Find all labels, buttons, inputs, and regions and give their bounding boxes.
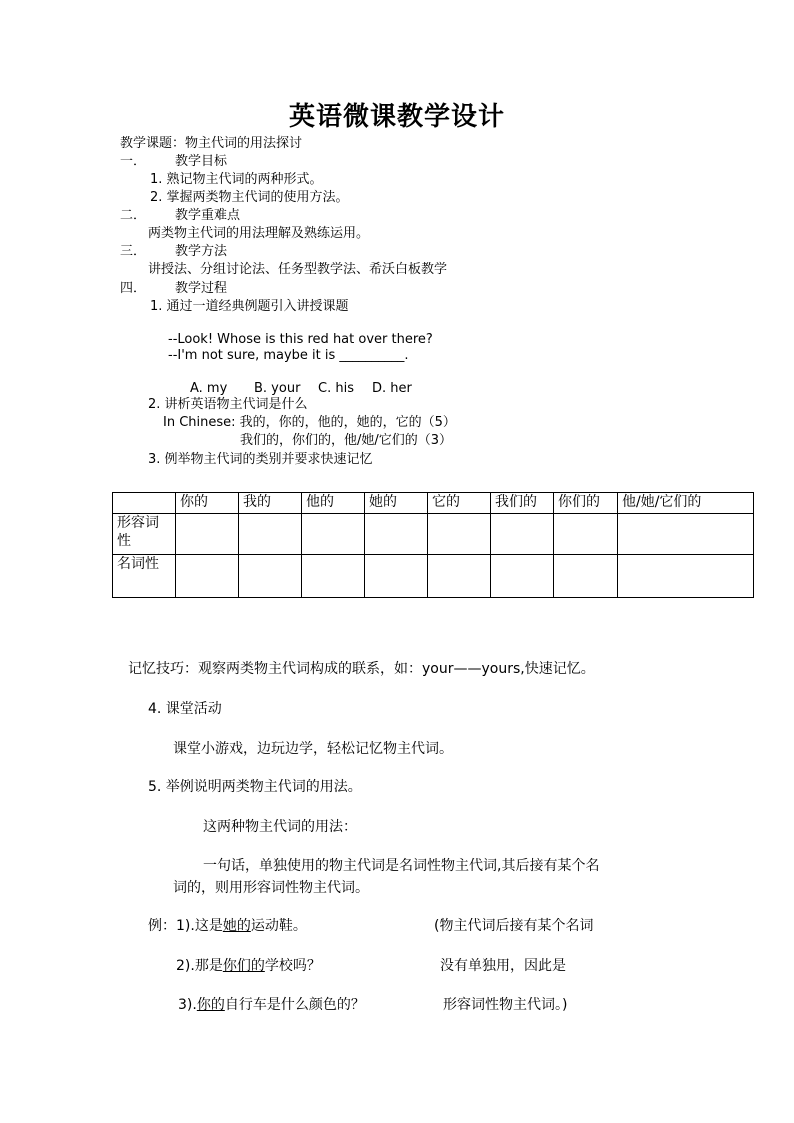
section-3-num: 三． xyxy=(120,244,147,259)
table-row-label: 形容词性 xyxy=(113,514,176,555)
table-header-cell: 我们的 xyxy=(491,493,554,514)
chinese-line-2: 我们的，你们的，他/她/它们的（3） xyxy=(240,433,453,448)
table-header-cell: 他/她/它们的 xyxy=(618,493,754,514)
table-row-label: 名词性 xyxy=(113,555,176,598)
example-1 xyxy=(148,917,307,935)
section-3-label: 教学方法 xyxy=(175,244,228,259)
memory-tip: 记忆技巧：观察两类物主代词构成的联系，如：your——yours,快速记忆。 xyxy=(128,661,595,677)
goal-item: 2. 掌握两类物主代词的使用方法。 xyxy=(150,190,349,205)
dialog-line: --I'm not sure, maybe it is __________. xyxy=(168,348,409,363)
table-cell xyxy=(554,555,618,598)
usage-line-1: 一句话，单独使用的物主代词是名词性物主代词,其后接有某个名 xyxy=(203,858,600,874)
table-cell xyxy=(554,514,618,555)
section-1-label: 教学目标 xyxy=(175,154,228,169)
option-a: A. my xyxy=(190,381,228,396)
step-1: 1. 通过一道经典例题引入讲授课题 xyxy=(150,299,349,314)
lesson-topic: 教学课题：物主代词的用法探讨 xyxy=(120,136,303,151)
table-header-cell: 它的 xyxy=(428,493,491,514)
table-row xyxy=(113,514,754,555)
usage-line-2: 词的，则用形容词性物主代词。 xyxy=(173,880,369,896)
table-cell xyxy=(176,555,239,598)
chinese-line-1: In Chinese: 我的，你的，他的，她的，它的（5） xyxy=(163,415,456,430)
step-4-body: 课堂小游戏，边玩边学，轻松记忆物主代词。 xyxy=(173,741,453,757)
usage-intro: 这两种物主代词的用法： xyxy=(203,819,357,835)
example-2 xyxy=(176,957,321,975)
table-cell xyxy=(491,555,554,598)
table-cell xyxy=(176,514,239,555)
section-2-num: 二． xyxy=(120,208,147,223)
section-4-label: 教学过程 xyxy=(175,281,228,296)
step-5: 5. 举例说明两类物主代词的用法。 xyxy=(148,779,362,795)
table-cell xyxy=(302,555,365,598)
pronoun-table xyxy=(112,492,754,598)
section-4-num: 四． xyxy=(120,281,147,296)
section-1-num: 一． xyxy=(120,154,147,169)
example-prefix: 2).那是 xyxy=(176,958,223,974)
note-line-2: 没有单独用，因此是 xyxy=(440,958,566,974)
table-header-cell: 她的 xyxy=(365,493,428,514)
example-suffix: 学校吗？ xyxy=(264,958,321,974)
table-header-cell: 他的 xyxy=(302,493,365,514)
step-3: 3. 例举物主代词的类别并要求快速记忆 xyxy=(148,452,373,467)
example-underlined: 你们的 xyxy=(222,958,265,974)
table-row xyxy=(113,555,754,598)
table-header-cell: 你的 xyxy=(176,493,239,514)
example-3 xyxy=(178,996,365,1014)
table-header-cell: 你们的 xyxy=(554,493,618,514)
table-cell xyxy=(365,555,428,598)
dialog-line: --Look! Whose is this red hat over there? xyxy=(168,332,433,347)
table-header-cell: 我的 xyxy=(239,493,302,514)
note-line-3: 形容词性物主代词。) xyxy=(443,997,568,1013)
table-cell xyxy=(302,514,365,555)
table-cell xyxy=(618,555,754,598)
table-header-row xyxy=(113,493,754,514)
example-suffix: 自行车是什么颜色的？ xyxy=(224,997,365,1013)
example-underlined: 你的 xyxy=(196,997,225,1013)
option-c: C. his xyxy=(318,381,354,396)
option-b: B. your xyxy=(254,381,301,396)
example-suffix: 运动鞋。 xyxy=(250,918,307,934)
table-cell xyxy=(239,514,302,555)
section-3-body: 讲授法、分组讨论法、任务型教学法、希沃白板教学 xyxy=(148,262,448,277)
example-prefix: 3). xyxy=(178,997,197,1013)
example-prefix: 例：1).这是 xyxy=(148,918,223,934)
table-cell xyxy=(618,514,754,555)
example-underlined: 她的 xyxy=(222,918,251,934)
page-title: 英语微课教学设计 xyxy=(288,102,505,132)
step-4: 4. 课堂活动 xyxy=(148,701,222,717)
goal-item: 1. 熟记物主代词的两种形式。 xyxy=(150,172,323,187)
table-cell xyxy=(365,514,428,555)
table-cell xyxy=(491,514,554,555)
table-corner-cell xyxy=(113,493,176,514)
section-2-body: 两类物主代词的用法理解及熟练运用。 xyxy=(148,226,370,241)
note-line-1: (物主代词后接有某个名词 xyxy=(434,918,594,934)
table-cell xyxy=(428,514,491,555)
section-2-label: 教学重难点 xyxy=(175,208,241,223)
table-cell xyxy=(428,555,491,598)
option-d: D. her xyxy=(372,381,412,396)
step-2: 2. 讲析英语物主代词是什么 xyxy=(148,397,308,412)
table-cell xyxy=(239,555,302,598)
